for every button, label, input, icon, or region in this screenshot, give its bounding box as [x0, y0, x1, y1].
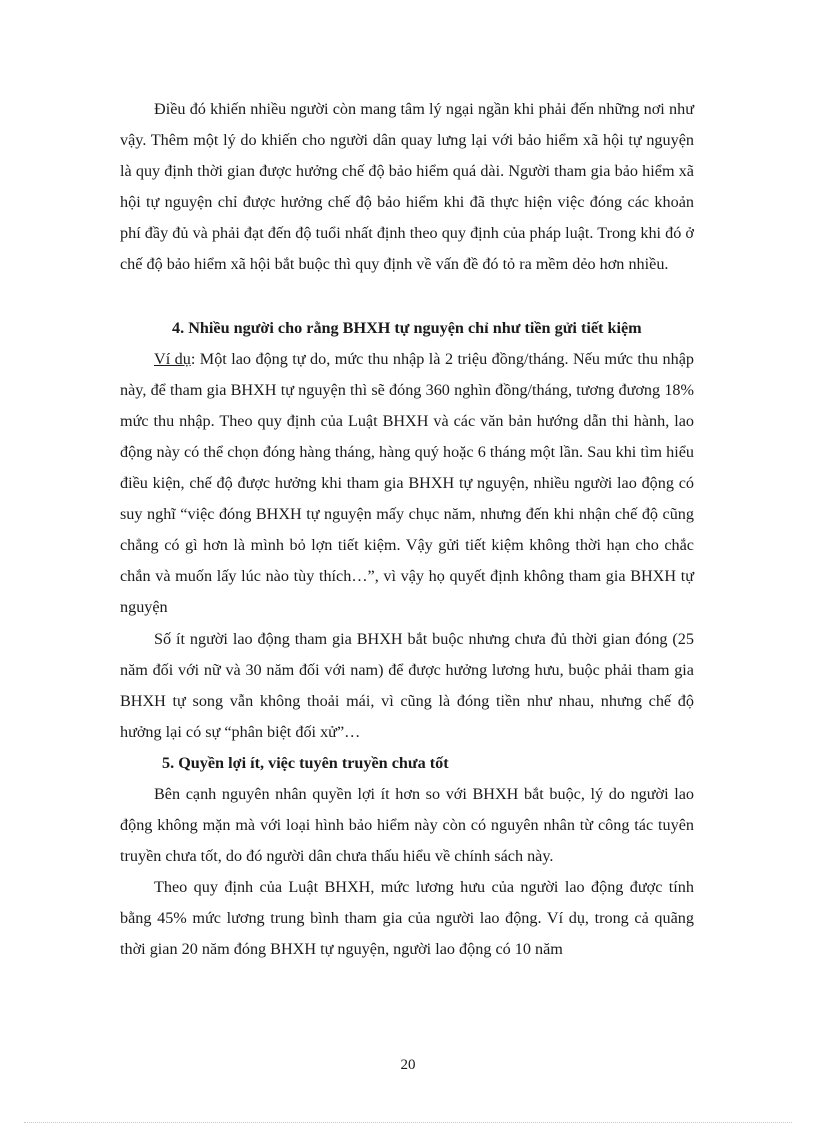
section-5-heading: 5. Quyền lợi ít, việc tuyên truyền chưa tốt	[162, 753, 449, 772]
example-text: : Một lao động tự do, mức thu nhập là 2 triệu đồng/tháng. Nếu mức thu nhập này, để tham gia BHXH tự nguyện thì sẽ đóng 360 nghìn đồng/tháng, tương đương 18% mức thu nhập. Theo quy định của Luật BHXH và các văn bản hướng dẫn thi hành, lao động này có thể chọn đóng hàng tháng, hàng quý hoặc 6 tháng một lần. Sau khi tìm hiểu điều kiện, chế độ được hưởng khi tham gia BHXH tự nguyện, nhiều người lao động có suy nghĩ “việc đóng BHXH tự nguyện mấy chục năm, nhưng đến khi nhận chế độ cũng chẳng có gì hơn là mình bỏ lợn tiết kiệm. Vậy gửi tiết kiệm không thời hạn cho chắc chắn và muốn lấy lúc nào tùy thích…”, vì vậy họ quyết định không tham gia BHXH tự nguyện	[120, 349, 694, 617]
section-4-heading: 4. Nhiều người cho rằng BHXH tự nguyện chỉ như tiền gửi tiết kiệm	[172, 318, 642, 337]
section-5-paragraph-2: Theo quy định của Luật BHXH, mức lương hưu của người lao động được tính bằng 45% mức lương trung bình tham gia của người lao động. Ví dụ, trong cả quãng thời gian 20 năm đóng BHXH tự nguyện, người lao động có 10 năm	[120, 878, 694, 959]
page-body	[120, 94, 694, 966]
intro-paragraph: Điều đó khiến nhiều người còn mang tâm lý ngại ngần khi phải đến những nơi như vậy. Thêm một lý do khiến cho người dân quay lưng lại với bảo hiểm xã hội tự nguyện là quy định thời gian được hưởng chế độ bảo hiểm quá dài. Người tham gia bảo hiểm xã hội tự nguyện chỉ được hưởng chế độ bảo hiểm khi đã thực hiện việc đóng các khoản phí đầy đủ và phải đạt đến độ tuổi nhất định theo quy định của pháp luật. Trong khi đó ở chế độ bảo hiểm xã hội bắt buộc thì quy định về vấn đề đó tỏ ra mềm dẻo hơn nhiều.	[120, 100, 694, 274]
page-number: 20	[400, 1057, 416, 1073]
example-paragraph	[120, 344, 694, 624]
example-label: Ví dụ	[154, 349, 191, 368]
section-4-paragraph-2: Số ít người lao động tham gia BHXH bắt buộc nhưng chưa đủ thời gian đóng (25 năm đối với nữ và 30 năm đối với nam) để được hưởng lương hưu, buộc phải tham gia BHXH tự song vẫn không thoải mái, vì cũng là đóng tiền như nhau, nhưng chế độ hưởng lại có sự “phân biệt đối xử”…	[120, 629, 694, 741]
section-5-paragraph-1: Bên cạnh nguyên nhân quyền lợi ít hơn so với BHXH bắt buộc, lý do người lao động không mặn mà với loại hình bảo hiểm này còn có nguyên nhân từ công tác tuyên truyền chưa tốt, do đó người dân chưa thấu hiểu về chính sách này.	[120, 784, 694, 866]
